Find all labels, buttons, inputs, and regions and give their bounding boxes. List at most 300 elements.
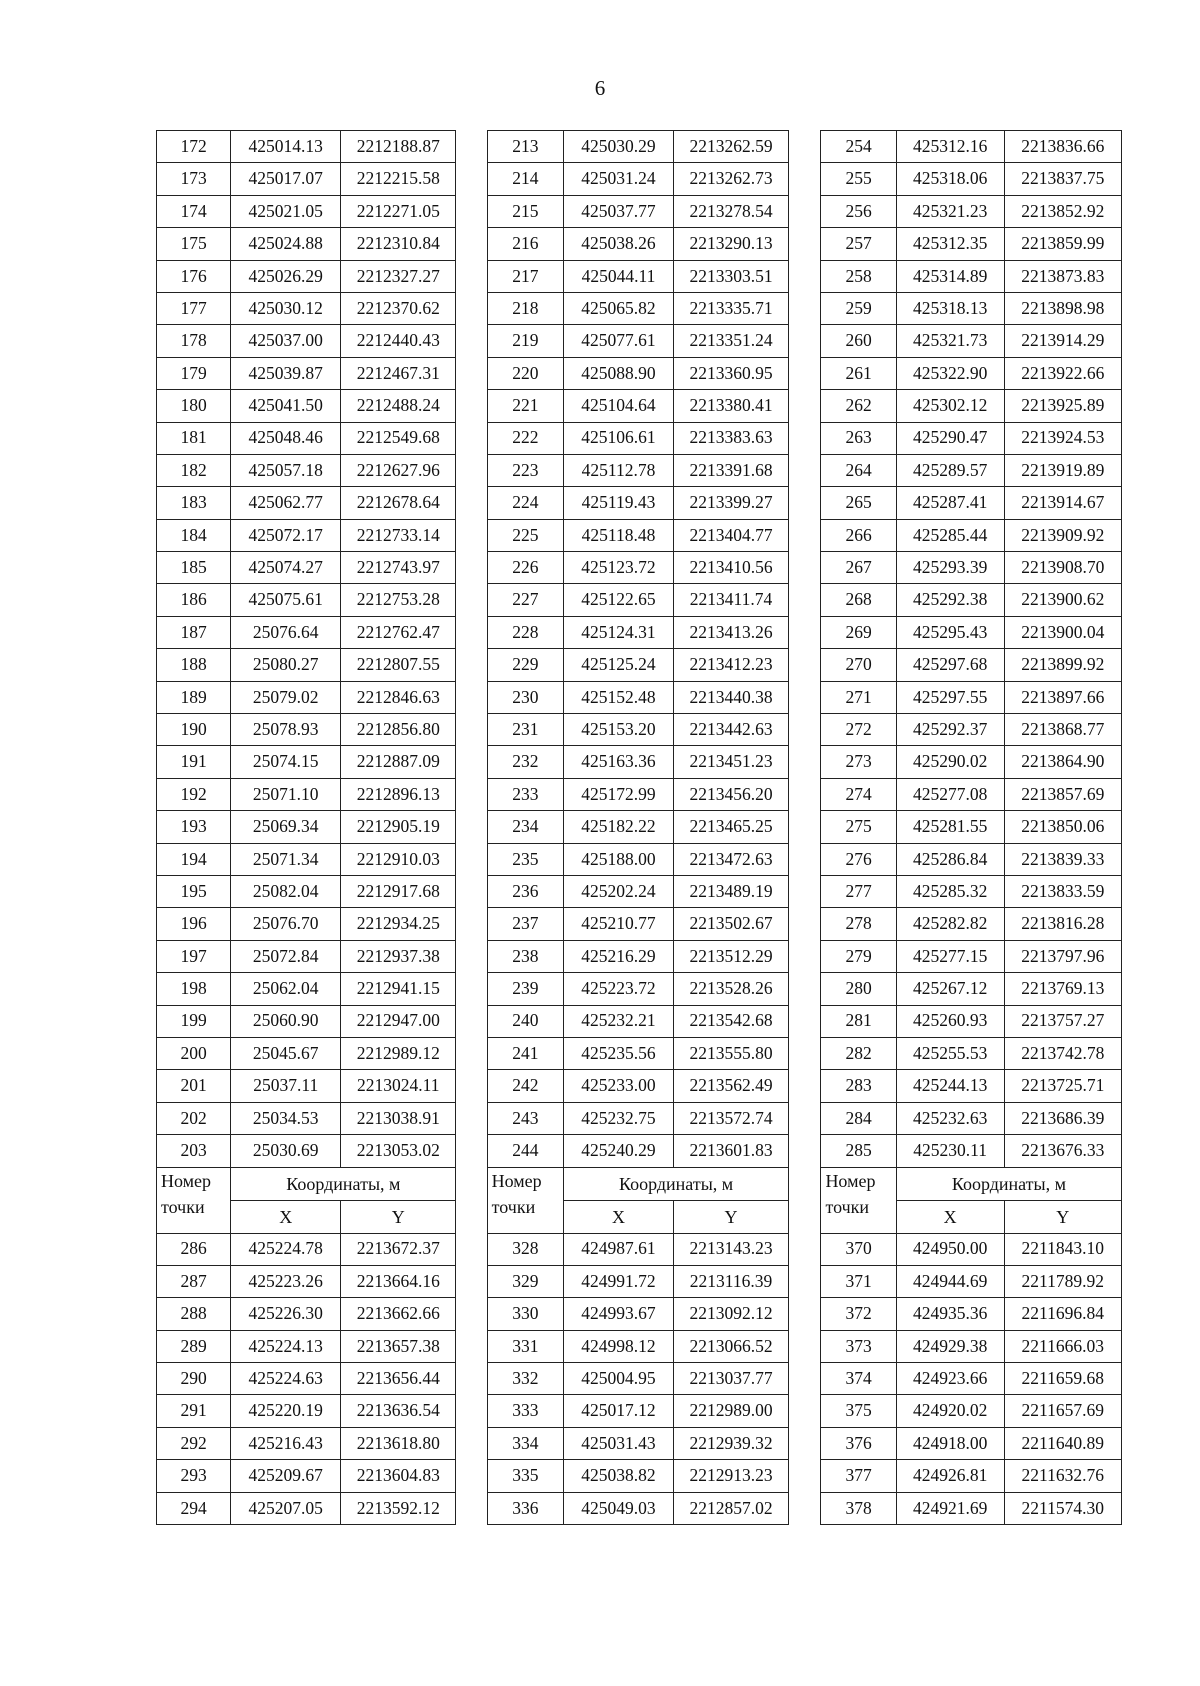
x-coordinate-cell: 25072.84 [231, 940, 341, 972]
point-number-cell: 216 [487, 228, 563, 260]
point-number-cell: 254 [821, 131, 896, 163]
point-number-cell: 255 [821, 163, 896, 195]
x-header: X [896, 1200, 1004, 1233]
y-coordinate-cell: 2213686.39 [1004, 1102, 1121, 1134]
y-coordinate-cell: 2213399.27 [673, 487, 788, 519]
point-number-cell: 188 [157, 649, 231, 681]
point-number-cell: 281 [821, 1005, 896, 1037]
y-header: Y [1004, 1200, 1121, 1233]
y-coordinate-cell: 2213303.51 [673, 260, 788, 292]
table-row [157, 1005, 1122, 1037]
y-coordinate-cell: 2213852.92 [1004, 195, 1121, 227]
y-coordinate-cell: 2212939.32 [673, 1427, 788, 1459]
y-coordinate-cell: 2212913.23 [673, 1460, 788, 1492]
y-coordinate-cell: 2213672.37 [341, 1233, 456, 1265]
x-coordinate-cell: 425216.43 [231, 1427, 341, 1459]
x-coordinate-cell: 425038.26 [564, 228, 674, 260]
point-number-cell: 224 [487, 487, 563, 519]
x-coordinate-cell: 425182.22 [564, 811, 674, 843]
x-coordinate-cell: 425285.32 [896, 875, 1004, 907]
y-coordinate-cell: 2213908.70 [1004, 552, 1121, 584]
y-coordinate-cell: 2213380.41 [673, 390, 788, 422]
y-coordinate-cell: 2213914.29 [1004, 325, 1121, 357]
y-coordinate-cell: 2213725.71 [1004, 1070, 1121, 1102]
x-coordinate-cell: 425077.61 [564, 325, 674, 357]
y-coordinate-cell: 2213742.78 [1004, 1037, 1121, 1069]
x-coordinate-cell: 425312.16 [896, 131, 1004, 163]
point-number-cell: 219 [487, 325, 563, 357]
x-coordinate-cell: 425232.75 [564, 1102, 674, 1134]
x-coordinate-cell: 425314.89 [896, 260, 1004, 292]
point-number-cell: 332 [487, 1363, 563, 1395]
y-coordinate-cell: 2213053.02 [341, 1135, 456, 1167]
y-coordinate-cell: 2213528.26 [673, 973, 788, 1005]
point-number-cell: 272 [821, 714, 896, 746]
table-row [157, 973, 1122, 1005]
y-coordinate-cell: 2213873.83 [1004, 260, 1121, 292]
point-number-cell: 275 [821, 811, 896, 843]
point-number-cell: 280 [821, 973, 896, 1005]
column-gap [789, 552, 821, 584]
point-number-cell: 175 [157, 228, 231, 260]
x-coordinate-cell: 425074.27 [231, 552, 341, 584]
point-number-cell: 220 [487, 357, 563, 389]
x-coordinate-cell: 425106.61 [564, 422, 674, 454]
point-number-cell: 172 [157, 131, 231, 163]
y-coordinate-cell: 2213542.68 [673, 1005, 788, 1037]
point-number-cell: 257 [821, 228, 896, 260]
column-gap [456, 487, 487, 519]
x-coordinate-cell: 425072.17 [231, 519, 341, 551]
point-number-cell: 223 [487, 454, 563, 486]
column-gap [789, 1037, 821, 1069]
y-coordinate-cell: 2212733.14 [341, 519, 456, 551]
x-coordinate-cell: 425057.18 [231, 454, 341, 486]
point-number-cell: 270 [821, 649, 896, 681]
x-coordinate-cell: 425220.19 [231, 1395, 341, 1427]
y-coordinate-cell: 2213335.71 [673, 292, 788, 324]
point-number-cell: 294 [157, 1492, 231, 1524]
column-gap [789, 228, 821, 260]
y-coordinate-cell: 2213413.26 [673, 616, 788, 648]
x-coordinate-cell: 25062.04 [231, 973, 341, 1005]
y-coordinate-cell: 2213664.16 [341, 1265, 456, 1297]
table-row [157, 260, 1122, 292]
page-number: 6 [594, 76, 606, 100]
y-coordinate-cell: 2212917.68 [341, 875, 456, 907]
point-number-cell: 335 [487, 1460, 563, 1492]
y-coordinate-cell: 2213572.74 [673, 1102, 788, 1134]
x-coordinate-cell: 25074.15 [231, 746, 341, 778]
x-coordinate-cell: 425038.82 [564, 1460, 674, 1492]
y-coordinate-cell: 2212678.64 [341, 487, 456, 519]
point-number-cell: 271 [821, 681, 896, 713]
y-coordinate-cell: 2213562.49 [673, 1070, 788, 1102]
y-coordinate-cell: 2213662.66 [341, 1298, 456, 1330]
y-coordinate-cell: 2213278.54 [673, 195, 788, 227]
y-coordinate-cell: 2213037.77 [673, 1363, 788, 1395]
table-row [157, 649, 1122, 681]
column-gap [456, 390, 487, 422]
x-coordinate-cell: 425255.53 [896, 1037, 1004, 1069]
column-gap [456, 163, 487, 195]
point-number-cell: 282 [821, 1037, 896, 1069]
x-coordinate-cell: 425031.24 [564, 163, 674, 195]
point-number-cell: 242 [487, 1070, 563, 1102]
y-coordinate-cell: 2211632.76 [1004, 1460, 1121, 1492]
y-coordinate-cell: 2213836.66 [1004, 131, 1121, 163]
table-row [157, 616, 1122, 648]
table-row [157, 811, 1122, 843]
x-coordinate-cell: 425267.12 [896, 973, 1004, 1005]
column-gap [789, 940, 821, 972]
table-row [157, 325, 1122, 357]
y-coordinate-cell: 2213451.23 [673, 746, 788, 778]
header-subrow [157, 1200, 1122, 1233]
table-row [157, 681, 1122, 713]
table-row [157, 131, 1122, 163]
coordinates-header: Координаты, м [564, 1167, 789, 1200]
point-number-cell: 199 [157, 1005, 231, 1037]
x-coordinate-cell: 424923.66 [896, 1363, 1004, 1395]
point-number-cell: 194 [157, 843, 231, 875]
x-coordinate-cell: 425216.29 [564, 940, 674, 972]
point-number-cell: 262 [821, 390, 896, 422]
x-coordinate-cell: 425281.55 [896, 811, 1004, 843]
y-coordinate-cell: 2211696.84 [1004, 1298, 1121, 1330]
y-coordinate-cell: 2212910.03 [341, 843, 456, 875]
column-gap [789, 260, 821, 292]
x-coordinate-cell: 425075.61 [231, 584, 341, 616]
x-coordinate-cell: 425065.82 [564, 292, 674, 324]
y-coordinate-cell: 2213440.38 [673, 681, 788, 713]
table-row [157, 1135, 1122, 1167]
column-gap [789, 1460, 821, 1492]
table-row [157, 1298, 1122, 1330]
x-coordinate-cell: 425318.13 [896, 292, 1004, 324]
point-number-cell: 336 [487, 1492, 563, 1524]
point-number-cell: 180 [157, 390, 231, 422]
point-number-cell: 243 [487, 1102, 563, 1134]
y-coordinate-cell: 2213837.75 [1004, 163, 1121, 195]
x-coordinate-cell: 425285.44 [896, 519, 1004, 551]
x-coordinate-cell: 425233.00 [564, 1070, 674, 1102]
x-coordinate-cell: 425122.65 [564, 584, 674, 616]
x-coordinate-cell: 425226.30 [231, 1298, 341, 1330]
x-header: X [564, 1200, 674, 1233]
table-row [157, 1070, 1122, 1102]
point-number-cell: 370 [821, 1233, 896, 1265]
point-number-cell: 189 [157, 681, 231, 713]
point-number-cell: 202 [157, 1102, 231, 1134]
column-gap [789, 519, 821, 551]
x-coordinate-cell: 425088.90 [564, 357, 674, 389]
column-gap [789, 1492, 821, 1524]
column-gap [456, 292, 487, 324]
y-coordinate-cell: 2213512.29 [673, 940, 788, 972]
point-number-cell: 378 [821, 1492, 896, 1524]
point-number-cell: 329 [487, 1265, 563, 1297]
table-row [157, 1427, 1122, 1459]
column-gap [456, 908, 487, 940]
column-gap [456, 228, 487, 260]
x-coordinate-cell: 425118.48 [564, 519, 674, 551]
header-row [157, 1167, 1122, 1200]
y-coordinate-cell: 2213604.83 [341, 1460, 456, 1492]
x-coordinate-cell: 25071.10 [231, 778, 341, 810]
table-row [157, 519, 1122, 551]
point-number-cell: 191 [157, 746, 231, 778]
x-coordinate-cell: 425302.12 [896, 390, 1004, 422]
point-number-cell: 193 [157, 811, 231, 843]
point-number-cell: 268 [821, 584, 896, 616]
table-row [157, 552, 1122, 584]
point-number-cell: 289 [157, 1330, 231, 1362]
table-row [157, 292, 1122, 324]
column-gap [789, 1135, 821, 1167]
y-coordinate-cell: 2213922.66 [1004, 357, 1121, 389]
point-number-cell: 288 [157, 1298, 231, 1330]
column-gap [789, 778, 821, 810]
y-coordinate-cell: 2211574.30 [1004, 1492, 1121, 1524]
y-coordinate-cell: 2213410.56 [673, 552, 788, 584]
column-gap [456, 875, 487, 907]
y-coordinate-cell: 2212887.09 [341, 746, 456, 778]
column-gap [456, 616, 487, 648]
y-coordinate-cell: 2213898.98 [1004, 292, 1121, 324]
y-coordinate-cell: 2213657.38 [341, 1330, 456, 1362]
point-number-cell: 176 [157, 260, 231, 292]
column-gap [789, 1102, 821, 1134]
column-gap [456, 811, 487, 843]
point-number-cell: 241 [487, 1037, 563, 1069]
point-number-cell: 376 [821, 1427, 896, 1459]
point-number-cell: 198 [157, 973, 231, 1005]
point-number-cell: 192 [157, 778, 231, 810]
table-row [157, 1102, 1122, 1134]
y-coordinate-cell: 2213465.25 [673, 811, 788, 843]
point-number-cell: 221 [487, 390, 563, 422]
point-number-cell: 228 [487, 616, 563, 648]
x-coordinate-cell: 425223.26 [231, 1265, 341, 1297]
y-coordinate-cell: 2213489.19 [673, 875, 788, 907]
column-gap [789, 131, 821, 163]
x-coordinate-cell: 424935.36 [896, 1298, 1004, 1330]
column-gap [789, 811, 821, 843]
column-gap [456, 584, 487, 616]
x-coordinate-cell: 425125.24 [564, 649, 674, 681]
column-gap [456, 1005, 487, 1037]
column-gap [456, 1233, 487, 1265]
point-number-cell: 215 [487, 195, 563, 227]
point-number-cell: 373 [821, 1330, 896, 1362]
x-coordinate-cell: 425044.11 [564, 260, 674, 292]
table-row [157, 843, 1122, 875]
y-coordinate-cell: 2212549.68 [341, 422, 456, 454]
x-coordinate-cell: 425230.11 [896, 1135, 1004, 1167]
point-number-cell: 237 [487, 908, 563, 940]
x-coordinate-cell: 425062.77 [231, 487, 341, 519]
x-coordinate-cell: 424998.12 [564, 1330, 674, 1362]
x-coordinate-cell: 425260.93 [896, 1005, 1004, 1037]
column-gap [456, 1460, 487, 1492]
column-gap [456, 1102, 487, 1134]
point-number-cell: 334 [487, 1427, 563, 1459]
y-coordinate-cell: 2213656.44 [341, 1363, 456, 1395]
table-row [157, 454, 1122, 486]
x-coordinate-cell: 425287.41 [896, 487, 1004, 519]
point-number-cell: 197 [157, 940, 231, 972]
x-coordinate-cell: 425224.13 [231, 1330, 341, 1362]
point-number-header: Номер точки [821, 1167, 896, 1233]
x-coordinate-cell: 425039.87 [231, 357, 341, 389]
x-coordinate-cell: 25045.67 [231, 1037, 341, 1069]
x-coordinate-cell: 425152.48 [564, 681, 674, 713]
column-gap [456, 681, 487, 713]
point-number-cell: 375 [821, 1395, 896, 1427]
column-gap [789, 1167, 821, 1233]
y-coordinate-cell: 2213833.59 [1004, 875, 1121, 907]
point-number-cell: 286 [157, 1233, 231, 1265]
point-number-cell: 230 [487, 681, 563, 713]
y-coordinate-cell: 2213456.20 [673, 778, 788, 810]
y-coordinate-cell: 2212947.00 [341, 1005, 456, 1037]
x-coordinate-cell: 424920.02 [896, 1395, 1004, 1427]
point-number-cell: 217 [487, 260, 563, 292]
x-coordinate-cell: 25080.27 [231, 649, 341, 681]
column-gap [456, 1492, 487, 1524]
point-number-cell: 195 [157, 875, 231, 907]
column-gap [789, 325, 821, 357]
column-gap [789, 163, 821, 195]
y-coordinate-cell: 2213676.33 [1004, 1135, 1121, 1167]
point-number-cell: 264 [821, 454, 896, 486]
table-row [157, 714, 1122, 746]
point-number-cell: 377 [821, 1460, 896, 1492]
point-number-cell: 240 [487, 1005, 563, 1037]
x-coordinate-cell: 25069.34 [231, 811, 341, 843]
point-number-cell: 183 [157, 487, 231, 519]
y-coordinate-cell: 2212627.96 [341, 454, 456, 486]
column-gap [456, 714, 487, 746]
point-number-cell: 234 [487, 811, 563, 843]
column-gap [456, 1265, 487, 1297]
x-coordinate-cell: 425123.72 [564, 552, 674, 584]
point-number-cell: 173 [157, 163, 231, 195]
y-coordinate-cell: 2212753.28 [341, 584, 456, 616]
y-coordinate-cell: 2212440.43 [341, 325, 456, 357]
point-number-cell: 187 [157, 616, 231, 648]
y-coordinate-cell: 2213502.67 [673, 908, 788, 940]
column-gap [789, 1363, 821, 1395]
point-number-cell: 277 [821, 875, 896, 907]
column-gap [789, 454, 821, 486]
x-coordinate-cell: 425295.43 [896, 616, 1004, 648]
point-number-cell: 328 [487, 1233, 563, 1265]
x-coordinate-cell: 425312.35 [896, 228, 1004, 260]
column-gap [456, 1135, 487, 1167]
point-number-cell: 283 [821, 1070, 896, 1102]
x-coordinate-cell: 425207.05 [231, 1492, 341, 1524]
coordinates-table [156, 130, 1122, 1525]
y-coordinate-cell: 2213555.80 [673, 1037, 788, 1069]
column-gap [456, 778, 487, 810]
column-gap [789, 973, 821, 1005]
x-coordinate-cell: 425017.12 [564, 1395, 674, 1427]
y-coordinate-cell: 2213601.83 [673, 1135, 788, 1167]
column-gap [789, 487, 821, 519]
x-coordinate-cell: 425048.46 [231, 422, 341, 454]
table-row [157, 778, 1122, 810]
x-coordinate-cell: 25078.93 [231, 714, 341, 746]
y-coordinate-cell: 2213351.24 [673, 325, 788, 357]
y-coordinate-cell: 2213412.23 [673, 649, 788, 681]
x-coordinate-cell: 425030.12 [231, 292, 341, 324]
table-row [157, 1363, 1122, 1395]
y-coordinate-cell: 2213757.27 [1004, 1005, 1121, 1037]
table-row [157, 487, 1122, 519]
column-gap [456, 1298, 487, 1330]
x-coordinate-cell: 425024.88 [231, 228, 341, 260]
table-row [157, 940, 1122, 972]
column-gap [456, 325, 487, 357]
y-coordinate-cell: 2213472.63 [673, 843, 788, 875]
point-number-cell: 256 [821, 195, 896, 227]
x-coordinate-cell: 425037.77 [564, 195, 674, 227]
y-coordinate-cell: 2213850.06 [1004, 811, 1121, 843]
point-number-cell: 179 [157, 357, 231, 389]
point-number-cell: 287 [157, 1265, 231, 1297]
y-coordinate-cell: 2213290.13 [673, 228, 788, 260]
y-coordinate-cell: 2212941.15 [341, 973, 456, 1005]
y-coordinate-cell: 2212215.58 [341, 163, 456, 195]
x-coordinate-cell: 425297.68 [896, 649, 1004, 681]
column-gap [456, 552, 487, 584]
point-number-cell: 200 [157, 1037, 231, 1069]
column-gap [456, 519, 487, 551]
column-gap [789, 1265, 821, 1297]
y-coordinate-cell: 2213143.23 [673, 1233, 788, 1265]
x-coordinate-cell: 25060.90 [231, 1005, 341, 1037]
table-row [157, 584, 1122, 616]
table-row [157, 422, 1122, 454]
x-coordinate-cell: 425163.36 [564, 746, 674, 778]
y-coordinate-cell: 2211843.10 [1004, 1233, 1121, 1265]
column-gap [789, 357, 821, 389]
x-coordinate-cell: 424929.38 [896, 1330, 1004, 1362]
column-gap [456, 195, 487, 227]
column-gap [456, 454, 487, 486]
point-number-cell: 291 [157, 1395, 231, 1427]
x-coordinate-cell: 424987.61 [564, 1233, 674, 1265]
y-coordinate-cell: 2213900.04 [1004, 616, 1121, 648]
point-number-cell: 372 [821, 1298, 896, 1330]
y-coordinate-cell: 2211666.03 [1004, 1330, 1121, 1362]
point-number-cell: 182 [157, 454, 231, 486]
x-coordinate-cell: 425014.13 [231, 131, 341, 163]
x-coordinate-cell: 425223.72 [564, 973, 674, 1005]
point-number-cell: 259 [821, 292, 896, 324]
x-coordinate-cell: 424991.72 [564, 1265, 674, 1297]
x-coordinate-cell: 25076.70 [231, 908, 341, 940]
point-number-cell: 284 [821, 1102, 896, 1134]
x-coordinate-cell: 425112.78 [564, 454, 674, 486]
column-gap [789, 1005, 821, 1037]
y-coordinate-cell: 2213411.74 [673, 584, 788, 616]
column-gap [789, 908, 821, 940]
y-coordinate-cell: 2213391.68 [673, 454, 788, 486]
y-coordinate-cell: 2212846.63 [341, 681, 456, 713]
